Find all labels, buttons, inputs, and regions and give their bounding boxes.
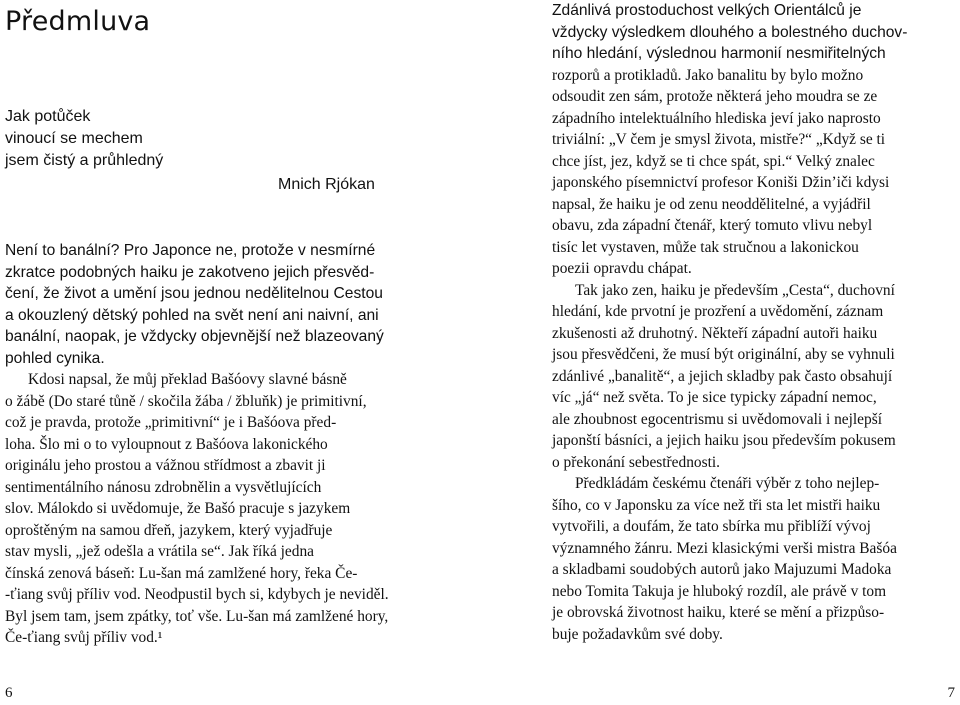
- text-line: obavu, zda západní čtenář, který tomuto vlivu nebyl: [552, 217, 873, 234]
- text-line: rozporů a protikladů. Jako banalitu by bylo možno: [552, 66, 864, 84]
- text-line: o překonání sebestřednosti.: [552, 453, 720, 471]
- page-number-left: 6: [5, 685, 13, 701]
- text-line: vytvořili, a doufám, že tato sbírka mu přiblíží vývoj: [552, 518, 871, 535]
- text-line: nebo Tomita Takuja je hluboký rozdíl, ale právě v tom: [552, 582, 887, 600]
- text-line: víc „já“ než světa. To je sice typicky západní nemoc,: [552, 389, 877, 406]
- text-line: stav mysli, „jež odešla a vrátila se“. Jak říká jedna: [5, 543, 314, 560]
- motto-author: Mnich Rjókan: [278, 176, 375, 193]
- text-line: je obrovská životnost haiku, které se mění a přizpůso-: [552, 604, 885, 621]
- left-body-text: [5, 240, 410, 649]
- page-number-right: 7: [947, 685, 955, 701]
- text-line: Předkládám českému čtenáři výběr z toho nejlep-: [575, 475, 880, 492]
- text-line: slov. Málokdo si uvědomuje, že Bašó pracuje s jazykem: [5, 500, 351, 517]
- text-line: vždycky výsledkem dlouhého a bolestného duchov-: [552, 23, 908, 41]
- text-line: čínská zenová báseň: Lu-šan má zamlžené hory, řeka Če-: [5, 564, 358, 582]
- text-line: triviální: „V čem je smysl života, mistře?“ „Když se ti: [552, 131, 886, 148]
- text-line: významného žánru. Mezi klasickými verši mistra Bašóa: [552, 539, 897, 557]
- right-body-text: [552, 0, 947, 645]
- text-line: japonští básníci, a jejich haiku jsou především pokusem: [552, 432, 896, 449]
- text-line: čení, že život a umění jsou jednou nedělitelnou Cestou: [5, 285, 383, 302]
- text-line: Zdánlivá prostoduchost velkých Orientálců je: [552, 2, 862, 19]
- text-line: pohled cynika.: [5, 349, 105, 367]
- text-line: Není to banální? Pro Japonce ne, protože v nesmírné: [5, 242, 376, 259]
- text-line: sentimentálního nánosu zdrobnělin a vysvětlujících: [5, 478, 322, 496]
- text-line: o žábě (Do staré tůně / skočila žába / žbluňk) je primitivní,: [5, 392, 367, 410]
- text-line: oproštěným na samou dřeň, jazykem, který vyjadřuje: [5, 521, 333, 539]
- text-line: -ťiang svůj příliv vod. Neodpustil bych si, kdybych je neviděl.: [5, 586, 389, 603]
- right-page: [480, 0, 960, 705]
- text-line: což je pravda, protože „primitivní“ je i Bašóova před-: [5, 414, 337, 431]
- text-line: zkušenosti až druhotný. Někteří západní autoři haiku: [552, 324, 878, 342]
- text-line: Tak jako zen, haiku je především „Cesta“, duchovní: [575, 281, 895, 299]
- text-line: napsal, že haiku je od zenu neoddělitelné, a vyjádřil: [552, 195, 871, 213]
- motto-line: vinoucí se mechem: [5, 130, 143, 147]
- motto-line: jsem čistý a průhledný: [5, 152, 164, 169]
- text-line: loha. Šlo mi o to vyloupnout z Bašóova lakonického: [5, 435, 328, 453]
- text-line: Če-ťiang svůj příliv vod.¹: [5, 629, 163, 646]
- text-line: šího, co v Japonsku za více než tři sta let mistři haiku: [552, 496, 881, 514]
- text-line: tisíc let vystaven, může tak stručnou a lakonickou: [552, 238, 859, 256]
- text-line: Kdosi napsal, že můj překlad Bašóovy slavné básně: [28, 371, 347, 388]
- text-line: buje požadavkům své doby.: [552, 625, 723, 643]
- text-line: a skladbami soudobých autorů jako Majuzumi Madoka: [552, 561, 892, 578]
- text-line: západního intelektuálního hlediska jeví jako naprosto: [552, 109, 881, 127]
- text-line: jsou přesvědčeni, že musí být originální, aby se vyhnuli: [552, 346, 895, 363]
- text-line: originálu jeho prostou a vážnou střídmost a zbavit ji: [5, 457, 326, 474]
- motto-poem: [5, 106, 163, 172]
- text-line: chce jíst, jez, když se ti chce spát, spi.“ Velký znalec: [552, 152, 875, 170]
- text-line: Byl jsem tam, jsem zpátky, toť vše. Lu-šan má zamlžené hory,: [5, 607, 389, 625]
- motto-line: Jak potůček: [5, 108, 91, 125]
- text-line: zkratce podobných haiku je zakotveno jejich přesvěd-: [5, 263, 375, 281]
- text-line: poezii opravdu chápat.: [552, 260, 692, 277]
- text-line: odsoudit zen sám, protože některá jeho moudra se ze: [552, 88, 878, 105]
- chapter-title: Předmluva: [5, 6, 151, 37]
- text-line: hledání, kde prvotní je prozření a uvědomění, záznam: [552, 303, 884, 320]
- text-line: ního hledání, výslednou harmonií nesmiřitelných: [552, 45, 886, 62]
- text-line: japonského písemnictví profesor Koniši Džin’iči kdysi: [552, 174, 890, 191]
- text-line: banální, naopak, je vždycky objevnější než blazeovaný: [5, 328, 384, 345]
- text-line: ale zhoubnost egocentrismu si uvědomovali i nejlepší: [552, 410, 882, 428]
- text-line: zdánlivé „banalitě“, a jejich skladby pak často obsahují: [552, 367, 893, 385]
- text-line: a okouzlený dětský pohled na svět není ani naivní, ani: [5, 306, 379, 324]
